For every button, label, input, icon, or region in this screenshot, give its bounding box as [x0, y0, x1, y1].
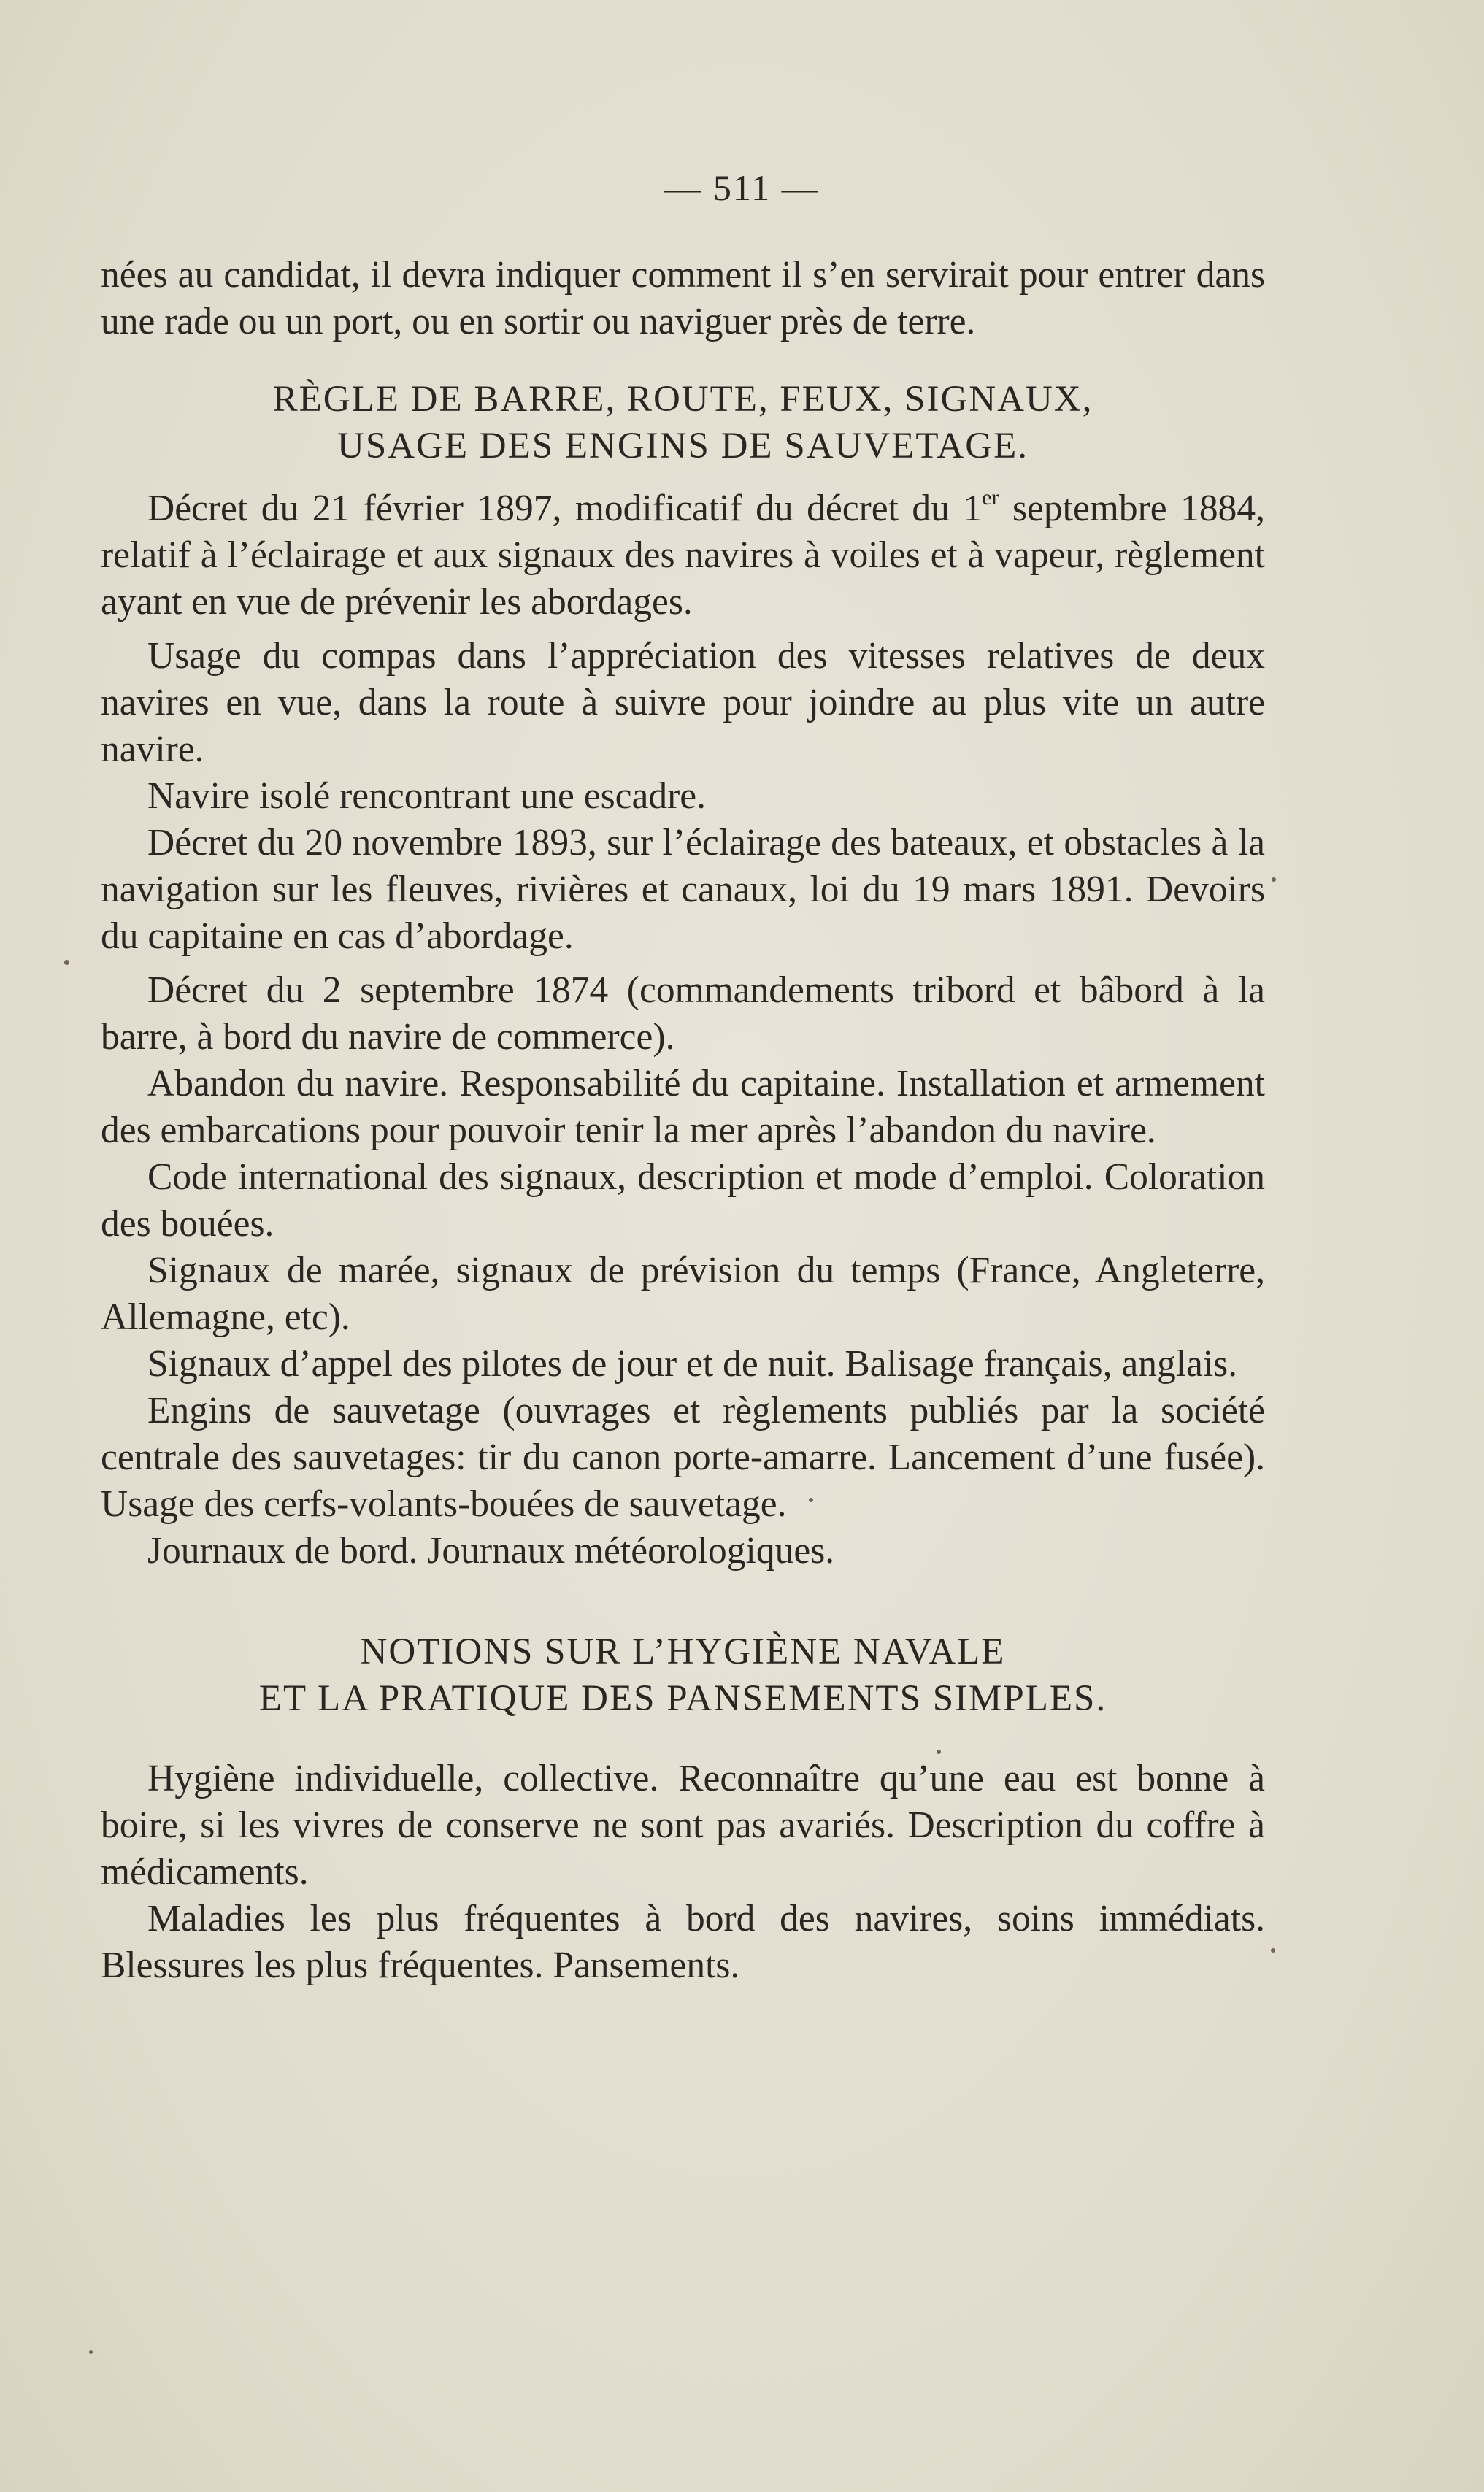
paragraph-maladies: Maladies les plus fréquentes à bord des navires, soins immédiats. Blessures les plus fréquentes. Pansements. [101, 1898, 1265, 1986]
paragraph-continuation: nées au candidat, il devra indiquer comment il s’en servirait pour entrer dans une rade ou un port, ou en sortir ou naviguer près de terre. [101, 254, 1265, 342]
ink-speck [89, 2350, 93, 2354]
page-number: — 511 — [664, 167, 820, 208]
paragraph-decret-1893: Décret du 20 novembre 1893, sur l’éclairage des bateaux, et obstacles à la navigation sur les fleuves, rivières et canaux, loi du 19 mars 1891. Devoirs du capitaine en cas d’abordage. [101, 822, 1265, 957]
paragraph-signaux-maree: Signaux de marée, signaux de prévision du temps (France, Angleterre, Allemagne, etc). [101, 1250, 1265, 1338]
paragraph-usage-compas: Usage du compas dans l’appréciation des vitesses relatives de deux navires en vue, dans la route à suivre pour joindre au plus vite un autre navire. [101, 635, 1265, 770]
paragraph-signaux-appel: Signaux d’appel des pilotes de jour et de nuit. Balisage français, anglais. [147, 1343, 1238, 1385]
decret-1897-text: Décret du 21 février 1897, modificatif du décret du 1 [147, 488, 983, 529]
page-body [101, 252, 1265, 1989]
decret-1897-text-cont: septembre 1884, relatif à l’éclairage et aux signaux des navires à voiles et à vapeur, règlement ayant en vue de prévenir les abordages. [101, 488, 1265, 623]
paragraph-engins-sauvetage: Engins de sauvetage (ouvrages et règlements publiés par la société centrale des sauvetages: tir du canon porte-amarre. Lancement d’une fusée). Usage des cerfs-volants-bouées de sauvetage. [101, 1390, 1265, 1525]
section-heading-regle-de-barre [101, 376, 1265, 469]
paragraph-journaux: Journaux de bord. Journaux météorologiques. [147, 1530, 835, 1572]
paragraph-decret-1874: Décret du 2 septembre 1874 (commandements tribord et bâbord à la barre, à bord du navire de commerce). [101, 969, 1265, 1058]
heading-line: ET LA PRATIQUE DES PANSEMENTS SIMPLES. [258, 1678, 1107, 1719]
heading-line: RÈGLE DE BARRE, ROUTE, FEUX, SIGNAUX, [272, 379, 1093, 420]
paragraph-navire-isole: Navire isolé rencontrant une escadre. [147, 775, 706, 817]
ink-speck [1272, 877, 1276, 882]
paragraph-code-international: Code international des signaux, description et mode d’emploi. Coloration des bouées. [101, 1156, 1265, 1245]
heading-line: NOTIONS SUR L’HYGIÈNE NAVALE [360, 1631, 1006, 1672]
heading-line: USAGE DES ENGINS DE SAUVETAGE. [337, 426, 1029, 466]
paragraph-abandon: Abandon du navire. Responsabilité du capitaine. Installation et armement des embarcations pour pouvoir tenir la mer après l’abandon du navire. [101, 1063, 1265, 1151]
ink-speck [937, 1750, 941, 1754]
superscript-er: er [982, 485, 999, 509]
ink-speck [1271, 1948, 1275, 1953]
ink-speck [809, 1498, 813, 1502]
ink-speck [64, 960, 69, 965]
paragraph-decret-1897 [101, 485, 1265, 626]
paragraph-hygiene: Hygiène individuelle, collective. Reconnaître qu’une eau est bonne à boire, si les vivres de conserve ne sont pas avariés. Description du coffre à médicaments. [101, 1758, 1265, 1893]
section-heading-hygiene-navale [101, 1628, 1265, 1722]
